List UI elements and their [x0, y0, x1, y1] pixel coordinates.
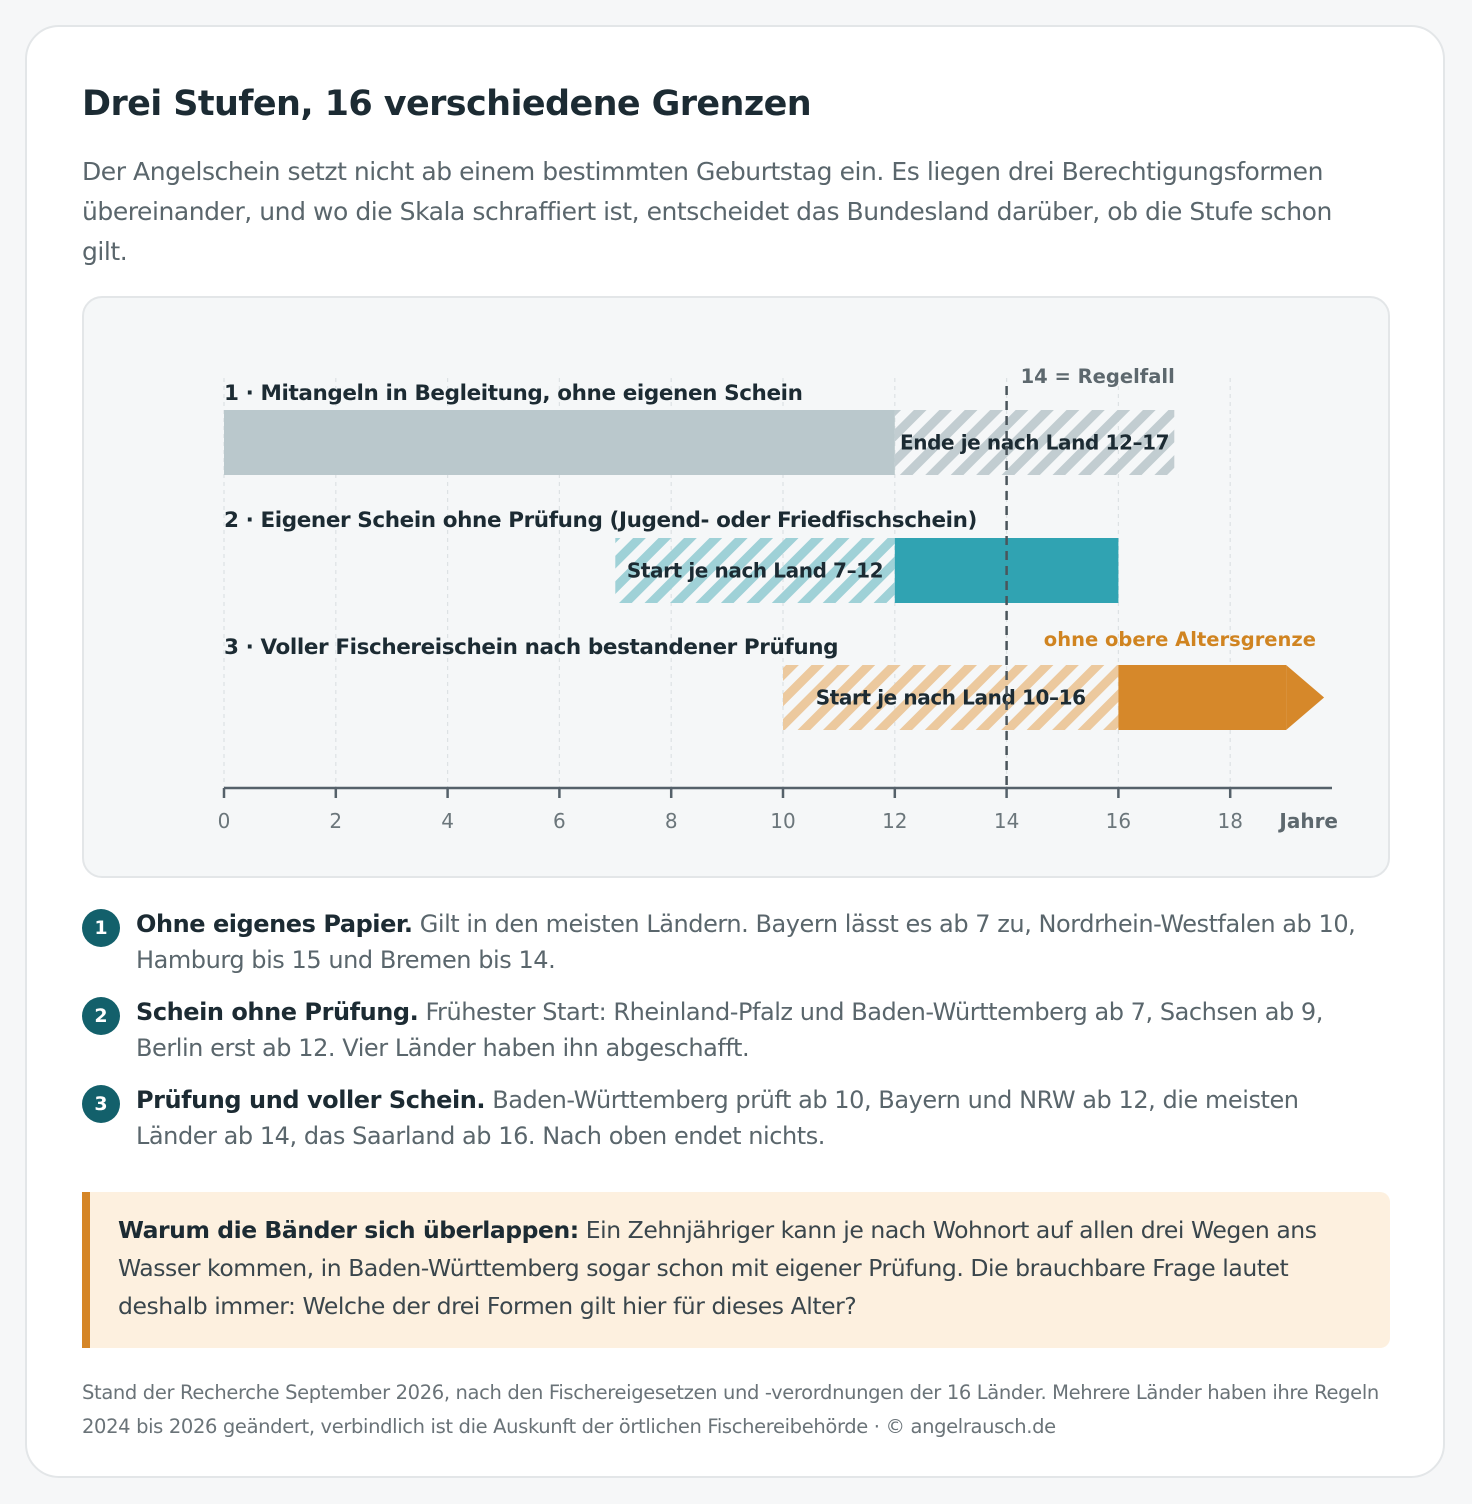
- note-body: Frühester Start: Rheinland-Pfalz und Baden-Württemberg ab 7, Sachsen ab 9, Berlin erst ab 12. Vier Länder haben ihn abgeschafft.: [136, 998, 1323, 1062]
- note-body: Gilt in den meisten Ländern. Bayern lässt es ab 7 zu, Nordrhein-Westfalen ab 10, Hamburg bis 15 und Bremen bis 14.: [136, 910, 1356, 974]
- age-range-chart: [84, 298, 1390, 878]
- x-tick-label: 10: [770, 809, 796, 833]
- note-number-badge: 1: [82, 909, 120, 947]
- page-title: Drei Stufen, 16 verschiedene Grenzen: [82, 84, 812, 124]
- note-number-badge: 3: [82, 1085, 120, 1123]
- reference-line-label: 14 = Regelfall: [1020, 365, 1175, 388]
- note-body: Baden-Württemberg prüft ab 10, Bayern und NRW ab 12, die meisten Länder ab 14, das Saarland ab 16. Nach oben endet nichts.: [136, 1086, 1299, 1150]
- series-label: 1 · Mitangeln in Begleitung, ohne eigenen Schein: [224, 381, 803, 406]
- x-tick-label: 4: [441, 809, 454, 833]
- callout-body: Ein Zehnjähriger kann je nach Wohnort auf allen drei Wegen ans Wasser kommen, in Baden-Württemberg sogar schon mit eigener Prüfung. Die brauchbare Frage lautet deshalb immer: Welche der drei Formen gilt hier für dieses Alter?: [118, 1216, 1317, 1320]
- x-tick-label: 6: [553, 809, 566, 833]
- solid-range-bar: [224, 410, 895, 475]
- chart-panel: [82, 296, 1390, 878]
- hatched-range-label: Start je nach Land 7–12: [626, 558, 884, 583]
- open-end-arrow: [1286, 665, 1324, 730]
- source-footer: Stand der Recherche September 2026, nach den Fischereigesetzen und -verordnungen der 16 Länder. Mehrere Länder haben ihre Regeln 2024 bis 2026 geändert, verbindlich ist die Auskunft der örtlichen Fischereibehörde · © angelrausch.de: [82, 1381, 1379, 1438]
- note-text: [136, 906, 1386, 978]
- x-tick-label: 12: [882, 809, 908, 833]
- note-heading: Schein ohne Prüfung.: [136, 998, 419, 1026]
- intro-text: Der Angelschein setzt nicht ab einem bestimmten Geburtstag ein. Es liegen drei Berechtigungsformen übereinander, und wo die Skala schraffiert ist, entscheidet das Bundesland darüber, ob die Stufe schon gilt.: [82, 157, 1332, 266]
- x-tick-label: 2: [329, 809, 343, 833]
- solid-range-bar: [1118, 665, 1286, 730]
- note-heading: Prüfung und voller Schein.: [136, 1086, 486, 1114]
- x-axis-label: Jahre: [1279, 809, 1338, 833]
- hatched-range-label: Ende je nach Land 12–17: [899, 430, 1170, 455]
- x-tick-label: 0: [217, 809, 231, 833]
- callout-heading: Warum die Bänder sich überlappen:: [118, 1216, 579, 1244]
- x-tick-label: 8: [664, 809, 678, 833]
- note-text: [136, 994, 1386, 1066]
- hatched-range-label: Start je nach Land 10–16: [815, 685, 1086, 710]
- x-tick-label: 18: [1217, 809, 1243, 833]
- x-tick-label: 14: [993, 809, 1020, 833]
- series-label: 2 · Eigener Schein ohne Prüfung (Jugend- oder Friedfischschein): [224, 508, 977, 533]
- series-label: 3 · Voller Fischereischein nach bestandener Prüfung: [224, 635, 839, 660]
- x-tick-label: 16: [1105, 809, 1132, 833]
- open-end-label: ohne obere Altersgrenze: [1043, 628, 1316, 651]
- note-text: [136, 1082, 1386, 1154]
- note-heading: Ohne eigenes Papier.: [136, 910, 413, 938]
- callout-box: [82, 1192, 1390, 1348]
- note-number-badge: 2: [82, 997, 120, 1035]
